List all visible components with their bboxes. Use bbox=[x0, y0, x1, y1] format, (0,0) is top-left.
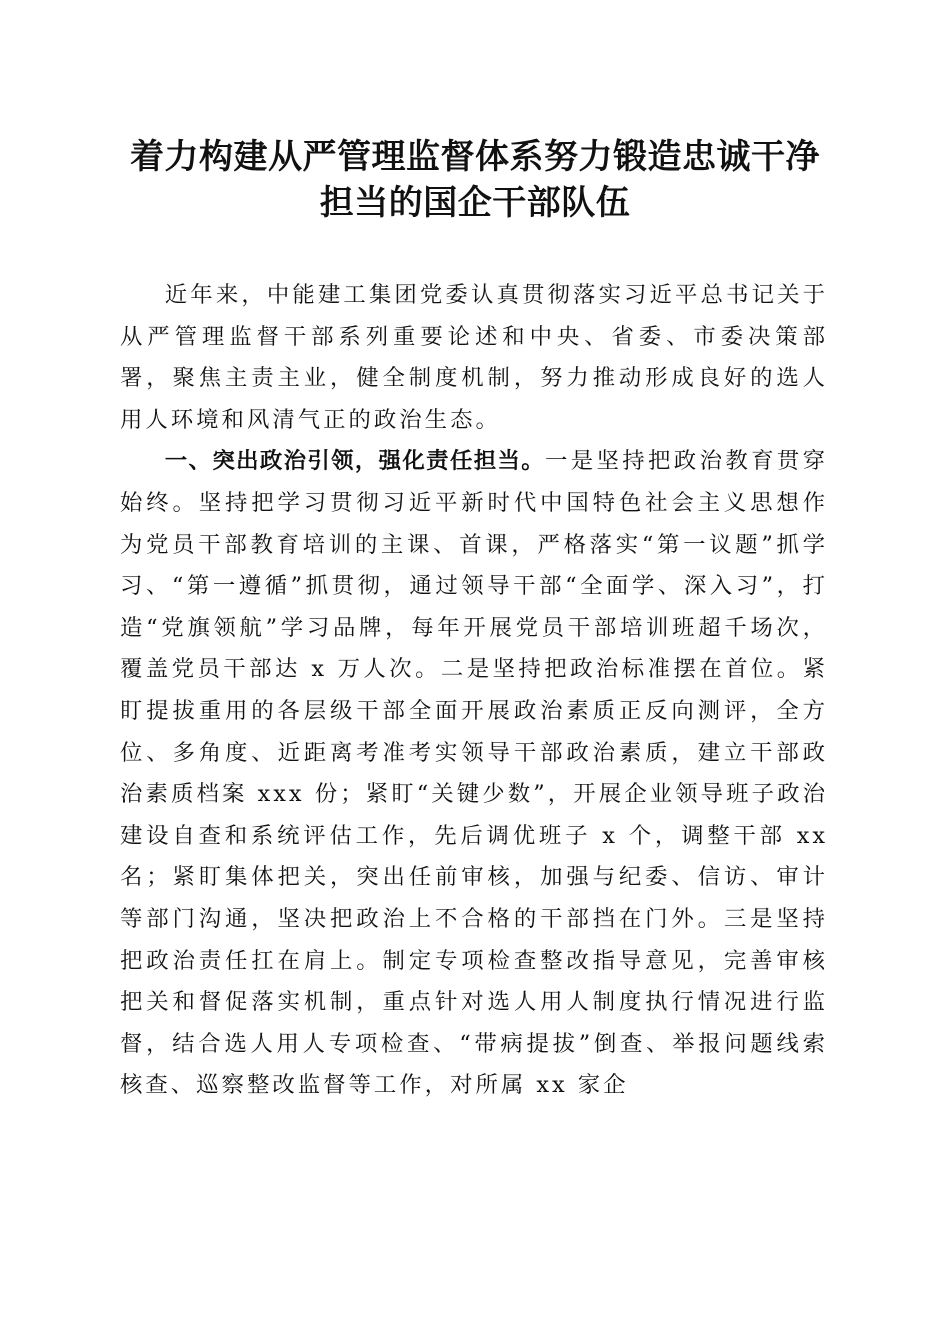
document-body bbox=[120, 275, 828, 1107]
intro-paragraph: 近年来，中能建工集团党委认真贯彻落实习近平总书记关于从严管理监督干部系列重要论述和中央、省委、市委决策部署，聚焦主责主业，健全制度机制，努力推动形成良好的选人用人环境和风清气正的政治生态。 bbox=[120, 282, 828, 433]
section-1-paragraph bbox=[120, 441, 828, 1107]
title-line-1: 着力构建从严管理监督体系努力锻造忠诚干净 bbox=[130, 137, 820, 177]
document-title bbox=[100, 134, 850, 226]
section-1-text: 一是坚持把政治教育贯穿始终。坚持把学习贯彻习近平新时代中国特色社会主义思想作为党员干部教育培训的主课、首课，严格落实“第一议题”抓学习、“第一遵循”抓贯彻，通过领导干部“全面学、深入习”，打造“党旗领航”学习品牌，每年开展党员干部培训班超千场次，覆盖党员干部达 x 万人次。二是坚持把政治标准摆在首位。紧盯提拔重用的各层级干部全面开展政治素质正反向测评，全方位、多角度、近距离考准考实领导干部政治素质，建立干部政治素质档案 xxx 份；紧盯“关键少数”，开展企业领导班子政治建设自查和系统评估工作，先后调优班子 x 个，调整干部 xx 名；紧盯集体把关，突出任前审核，加强与纪委、信访、审计等部门沟通，坚决把政治上不合格的干部挡在门外。三是坚持把政治责任扛在肩上。制定专项检查整改指导意见，完善审核把关和督促落实机制，重点针对选人用人制度执行情况进行监督，结合选人用人专项检查、“带病提拔”倒查、举报问题线索核查、巡察整改监督等工作，对所属 xx 家企 bbox=[120, 448, 829, 1099]
title-line-2: 担当的国企干部队伍 bbox=[319, 183, 631, 223]
section-1-heading: 一、突出政治引领，强化责任担当。 bbox=[164, 448, 545, 475]
